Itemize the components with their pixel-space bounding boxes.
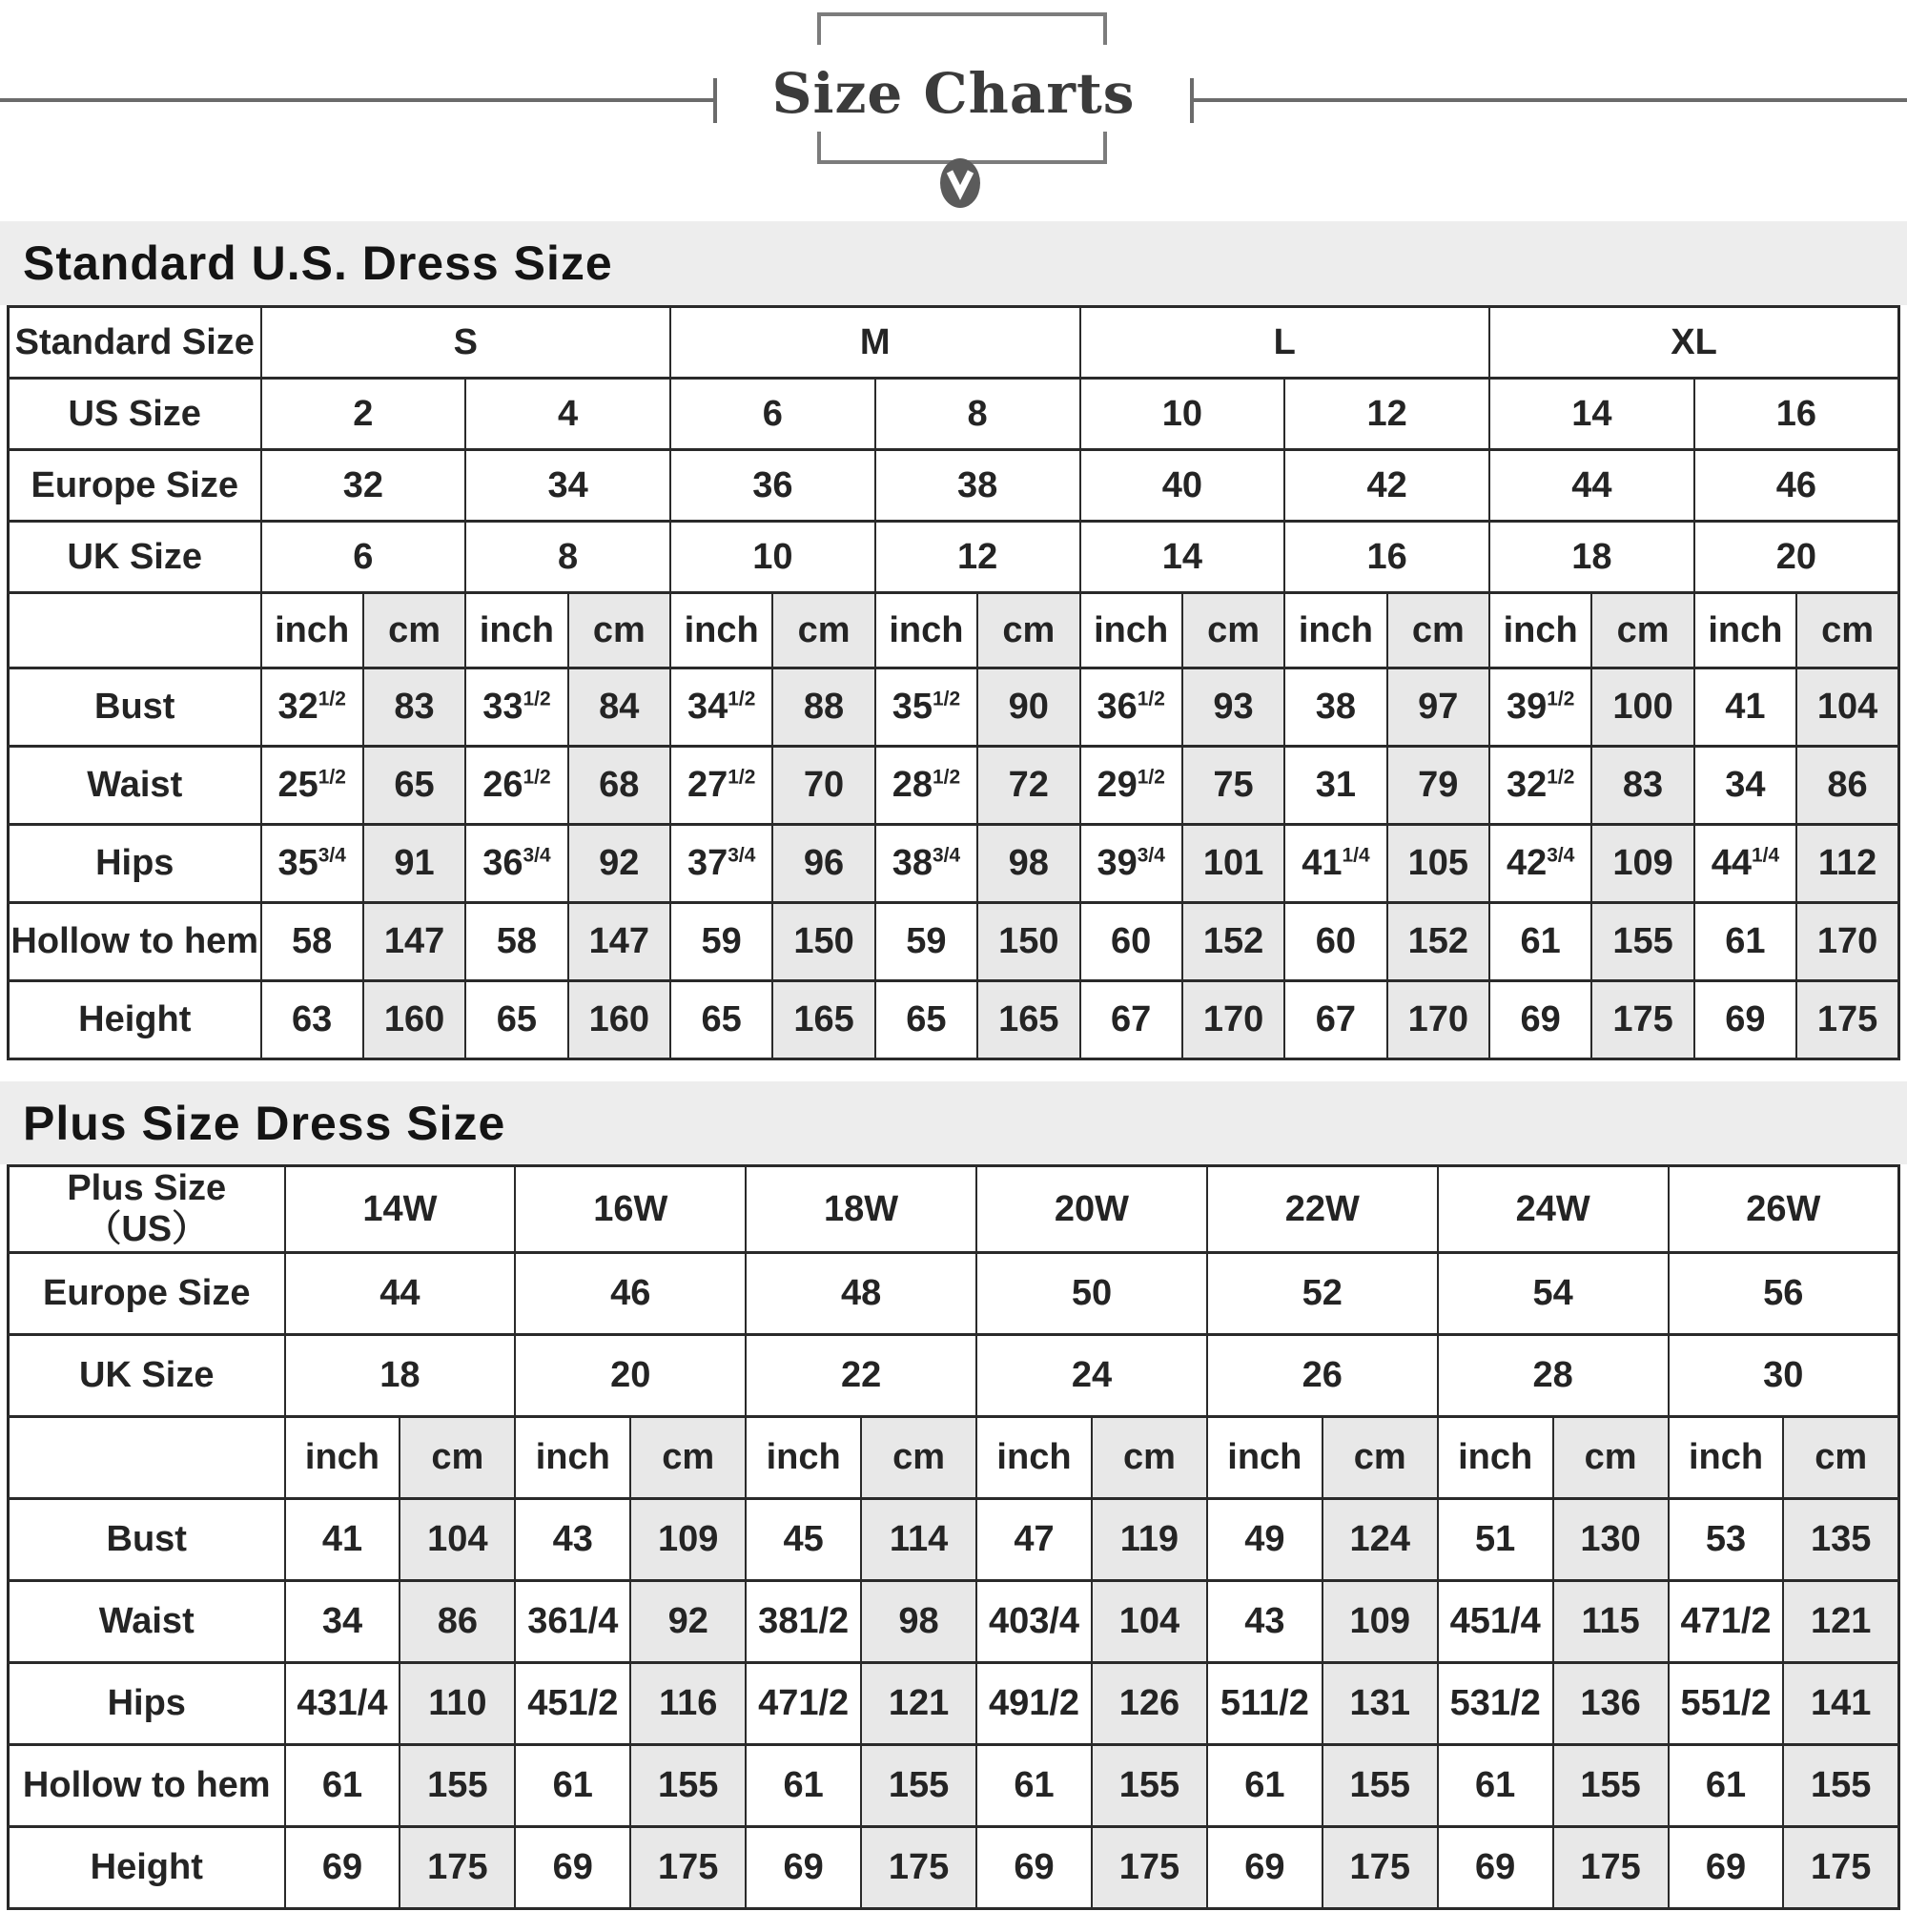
cm-value-cell: 160 (568, 981, 670, 1059)
inch-value-cell: 69 (515, 1827, 630, 1909)
cm-value-cell: 175 (1591, 981, 1693, 1059)
inch-unit-cell: inch (1489, 593, 1591, 668)
unit-header-row (9, 593, 1899, 668)
row-label: Height (9, 981, 261, 1059)
cm-value-cell: 155 (861, 1745, 976, 1827)
size-cell: 54 (1438, 1253, 1669, 1335)
inch-value-cell: 361/4 (515, 1581, 630, 1663)
inch-value-cell: $34^{1/2}$ (670, 668, 772, 747)
inch-unit-cell: inch (875, 593, 977, 668)
inch-unit-cell: inch (1694, 593, 1796, 668)
inch-unit-cell: inch (1207, 1417, 1323, 1499)
inch-value-cell: 551/2 (1669, 1663, 1784, 1745)
size-cell: 18W (746, 1166, 976, 1253)
cm-value-cell: 115 (1553, 1581, 1669, 1663)
size-cell: 40 (1080, 450, 1285, 522)
cm-value-cell: 96 (772, 825, 874, 903)
inch-value-cell: 47 (976, 1499, 1092, 1581)
size-cell: 46 (1694, 450, 1899, 522)
inch-value-cell: 67 (1080, 981, 1182, 1059)
header-top-bracket (817, 12, 1107, 45)
cm-value-cell: 126 (1092, 1663, 1207, 1745)
inch-unit-cell: inch (746, 1417, 861, 1499)
cm-value-cell: 104 (1796, 668, 1898, 747)
cm-value-cell: 112 (1796, 825, 1898, 903)
plus-size-table (7, 1164, 1900, 1910)
inch-unit-cell: inch (1284, 593, 1386, 668)
inch-value-cell: 69 (1438, 1827, 1553, 1909)
inch-value-cell: 511/2 (1207, 1663, 1323, 1745)
size-cell: 14 (1080, 522, 1285, 593)
measure-row (9, 1499, 1899, 1581)
inch-value-cell: 431/4 (285, 1663, 400, 1745)
cm-value-cell: 136 (1553, 1663, 1669, 1745)
cm-value-cell: 72 (977, 747, 1079, 825)
inch-value-cell: 67 (1284, 981, 1386, 1059)
cm-value-cell: 147 (363, 903, 465, 981)
cm-unit-cell: cm (772, 593, 874, 668)
standard-section-title: Standard U.S. Dress Size (23, 236, 613, 290)
inch-value-cell: $42^{3/4}$ (1489, 825, 1591, 903)
size-cell: 18 (285, 1335, 516, 1417)
inch-value-cell: $44^{1/4}$ (1694, 825, 1796, 903)
size-cell: 10 (1080, 379, 1285, 450)
cm-unit-cell: cm (400, 1417, 515, 1499)
cm-value-cell: 175 (861, 1827, 976, 1909)
cm-value-cell: 121 (861, 1663, 976, 1745)
inch-value-cell: 59 (875, 903, 977, 981)
standard-section-bar (0, 221, 1907, 305)
row-label: Hollow to hem (9, 1745, 285, 1827)
size-cell: 32 (261, 450, 466, 522)
size-cell: 6 (261, 522, 466, 593)
inch-value-cell: 43 (515, 1499, 630, 1581)
cm-value-cell: 155 (1591, 903, 1693, 981)
cm-value-cell: 170 (1387, 981, 1489, 1059)
row-label: Europe Size (9, 1253, 285, 1335)
row-label: Waist (9, 747, 261, 825)
inch-value-cell: 451/4 (1438, 1581, 1553, 1663)
inch-value-cell: 61 (1438, 1745, 1553, 1827)
inch-value-cell: 451/2 (515, 1663, 630, 1745)
inch-value-cell: 51 (1438, 1499, 1553, 1581)
cm-value-cell: 83 (363, 668, 465, 747)
cm-value-cell: 165 (977, 981, 1079, 1059)
row-label: Hollow to hem (9, 903, 261, 981)
inch-value-cell: $36^{1/2}$ (1080, 668, 1182, 747)
size-cell: 8 (875, 379, 1080, 450)
inch-value-cell: 34 (1694, 747, 1796, 825)
cm-value-cell: 92 (568, 825, 670, 903)
inch-unit-cell: inch (1669, 1417, 1784, 1499)
size-row (9, 1335, 1899, 1417)
row-label: UK Size (9, 1335, 285, 1417)
inch-value-cell: 471/2 (1669, 1581, 1784, 1663)
cm-unit-cell: cm (1796, 593, 1898, 668)
cm-value-cell: 79 (1387, 747, 1489, 825)
size-cell: 36 (670, 450, 875, 522)
blank-corner-cell (9, 1417, 285, 1499)
cm-unit-cell: cm (1092, 1417, 1207, 1499)
size-cell: 34 (465, 450, 670, 522)
inch-value-cell: 471/2 (746, 1663, 861, 1745)
cm-value-cell: 175 (400, 1827, 515, 1909)
cm-value-cell: 98 (977, 825, 1079, 903)
inch-unit-cell: inch (515, 1417, 630, 1499)
row-label: Waist (9, 1581, 285, 1663)
inch-value-cell: $26^{1/2}$ (465, 747, 567, 825)
size-cell: 16W (515, 1166, 746, 1253)
inch-value-cell: $39^{3/4}$ (1080, 825, 1182, 903)
inch-value-cell: 69 (1669, 1827, 1784, 1909)
size-cell: 24 (976, 1335, 1207, 1417)
inch-value-cell: 403/4 (976, 1581, 1092, 1663)
cm-value-cell: 160 (363, 981, 465, 1059)
row-label: Europe Size (9, 450, 261, 522)
inch-value-cell: 61 (976, 1745, 1092, 1827)
cm-unit-cell: cm (1387, 593, 1489, 668)
inch-value-cell: $37^{3/4}$ (670, 825, 772, 903)
inch-value-cell: 45 (746, 1499, 861, 1581)
cm-value-cell: 155 (1783, 1745, 1898, 1827)
inch-unit-cell: inch (670, 593, 772, 668)
inch-value-cell: 491/2 (976, 1663, 1092, 1745)
cm-unit-cell: cm (1591, 593, 1693, 668)
size-cell: 22W (1207, 1166, 1438, 1253)
cm-value-cell: 175 (1796, 981, 1898, 1059)
inch-value-cell: $41^{1/4}$ (1284, 825, 1386, 903)
cm-value-cell: 88 (772, 668, 874, 747)
chevron-down-icon (939, 157, 981, 209)
page-title: Size Charts (771, 61, 1136, 126)
size-cell: 38 (875, 450, 1080, 522)
inch-value-cell: 65 (670, 981, 772, 1059)
cm-value-cell: 90 (977, 668, 1079, 747)
cm-value-cell: 114 (861, 1499, 976, 1581)
cm-value-cell: 155 (630, 1745, 746, 1827)
inch-value-cell: $29^{1/2}$ (1080, 747, 1182, 825)
inch-value-cell: 61 (746, 1745, 861, 1827)
cm-unit-cell: cm (1323, 1417, 1438, 1499)
cm-value-cell: 93 (1182, 668, 1284, 747)
size-cell: 12 (1284, 379, 1489, 450)
inch-value-cell: 61 (1489, 903, 1591, 981)
cm-value-cell: 92 (630, 1581, 746, 1663)
cm-value-cell: 98 (861, 1581, 976, 1663)
inch-value-cell: 531/2 (1438, 1663, 1553, 1745)
size-cell: XL (1489, 307, 1899, 379)
size-cell: 14W (285, 1166, 516, 1253)
cm-value-cell: 119 (1092, 1499, 1207, 1581)
inch-value-cell: 34 (285, 1581, 400, 1663)
cm-value-cell: 135 (1783, 1499, 1898, 1581)
row-label: UK Size (9, 522, 261, 593)
size-cell: 22 (746, 1335, 976, 1417)
inch-value-cell: 43 (1207, 1581, 1323, 1663)
size-cell: 12 (875, 522, 1080, 593)
row-label: US Size (9, 379, 261, 450)
measure-row (9, 1663, 1899, 1745)
inch-value-cell: 31 (1284, 747, 1386, 825)
inch-value-cell: 69 (976, 1827, 1092, 1909)
standard-size-table (7, 305, 1900, 1060)
inch-value-cell: 69 (1489, 981, 1591, 1059)
page-header (0, 0, 1907, 221)
cm-value-cell: 165 (772, 981, 874, 1059)
size-cell: 4 (465, 379, 670, 450)
measure-row (9, 1827, 1899, 1909)
size-cell: S (261, 307, 671, 379)
measure-row (9, 1745, 1899, 1827)
size-cell: 52 (1207, 1253, 1438, 1335)
measure-row (9, 747, 1899, 825)
cm-value-cell: 147 (568, 903, 670, 981)
measure-row (9, 981, 1899, 1059)
cm-value-cell: 155 (1323, 1745, 1438, 1827)
inch-value-cell: $32^{1/2}$ (1489, 747, 1591, 825)
cm-unit-cell: cm (363, 593, 465, 668)
cm-value-cell: 101 (1182, 825, 1284, 903)
row-label: Bust (9, 1499, 285, 1581)
size-cell: 16 (1694, 379, 1899, 450)
cm-value-cell: 175 (630, 1827, 746, 1909)
inch-value-cell: 41 (1694, 668, 1796, 747)
inch-value-cell: 58 (465, 903, 567, 981)
size-cell: L (1080, 307, 1490, 379)
unit-header-row (9, 1417, 1899, 1499)
size-cell: 50 (976, 1253, 1207, 1335)
blank-corner-cell (9, 593, 261, 668)
inch-value-cell: 69 (285, 1827, 400, 1909)
size-row (9, 522, 1899, 593)
inch-value-cell: 63 (261, 981, 363, 1059)
cm-value-cell: 105 (1387, 825, 1489, 903)
inch-unit-cell: inch (976, 1417, 1092, 1499)
inch-value-cell: 61 (1207, 1745, 1323, 1827)
measure-row (9, 903, 1899, 981)
cm-value-cell: 100 (1591, 668, 1693, 747)
cm-unit-cell: cm (861, 1417, 976, 1499)
size-cell: 56 (1669, 1253, 1899, 1335)
row-label: Hips (9, 1663, 285, 1745)
size-row (9, 307, 1899, 379)
inch-value-cell: 65 (875, 981, 977, 1059)
inch-value-cell: 59 (670, 903, 772, 981)
cm-value-cell: 175 (1553, 1827, 1669, 1909)
cm-unit-cell: cm (1783, 1417, 1898, 1499)
inch-value-cell: 41 (285, 1499, 400, 1581)
cm-value-cell: 150 (772, 903, 874, 981)
inch-value-cell: 65 (465, 981, 567, 1059)
cm-value-cell: 70 (772, 747, 874, 825)
cm-value-cell: 109 (1591, 825, 1693, 903)
cm-value-cell: 75 (1182, 747, 1284, 825)
cm-value-cell: 84 (568, 668, 670, 747)
cm-value-cell: 152 (1182, 903, 1284, 981)
inch-value-cell: $35^{3/4}$ (261, 825, 363, 903)
cm-value-cell: 152 (1387, 903, 1489, 981)
cm-unit-cell: cm (1182, 593, 1284, 668)
inch-value-cell: 61 (285, 1745, 400, 1827)
cm-value-cell: 124 (1323, 1499, 1438, 1581)
size-cell: 48 (746, 1253, 976, 1335)
size-cell: 28 (1438, 1335, 1669, 1417)
cm-value-cell: 65 (363, 747, 465, 825)
size-row (9, 450, 1899, 522)
inch-value-cell: $25^{1/2}$ (261, 747, 363, 825)
size-cell: 6 (670, 379, 875, 450)
size-row (9, 1253, 1899, 1335)
size-cell: 30 (1669, 1335, 1899, 1417)
size-cell: 14 (1489, 379, 1694, 450)
size-cell: 42 (1284, 450, 1489, 522)
size-cell: 44 (285, 1253, 516, 1335)
size-cell: 26W (1669, 1166, 1899, 1253)
inch-value-cell: $38^{3/4}$ (875, 825, 977, 903)
inch-value-cell: 69 (1694, 981, 1796, 1059)
row-label: Plus Size （US） (9, 1166, 285, 1253)
measure-row (9, 825, 1899, 903)
cm-unit-cell: cm (977, 593, 1079, 668)
cm-value-cell: 170 (1796, 903, 1898, 981)
row-label: Standard Size (9, 307, 261, 379)
inch-unit-cell: inch (261, 593, 363, 668)
plus-section-bar (0, 1081, 1907, 1164)
size-cell: 2 (261, 379, 466, 450)
size-row (9, 379, 1899, 450)
size-cell: 26 (1207, 1335, 1438, 1417)
cm-value-cell: 109 (630, 1499, 746, 1581)
cm-value-cell: 97 (1387, 668, 1489, 747)
cm-value-cell: 170 (1182, 981, 1284, 1059)
size-cell: 16 (1284, 522, 1489, 593)
inch-value-cell: 69 (746, 1827, 861, 1909)
inch-value-cell: 61 (1694, 903, 1796, 981)
cm-value-cell: 175 (1323, 1827, 1438, 1909)
cm-value-cell: 83 (1591, 747, 1693, 825)
row-label: Height (9, 1827, 285, 1909)
inch-unit-cell: inch (285, 1417, 400, 1499)
measure-row (9, 668, 1899, 747)
cm-unit-cell: cm (568, 593, 670, 668)
cm-value-cell: 109 (1323, 1581, 1438, 1663)
inch-value-cell: 38 (1284, 668, 1386, 747)
cm-value-cell: 104 (400, 1499, 515, 1581)
inch-value-cell: 61 (515, 1745, 630, 1827)
cm-value-cell: 155 (1553, 1745, 1669, 1827)
inch-value-cell: 381/2 (746, 1581, 861, 1663)
size-cell: 46 (515, 1253, 746, 1335)
size-cell: 44 (1489, 450, 1694, 522)
size-row (9, 1166, 1899, 1253)
size-cell: 24W (1438, 1166, 1669, 1253)
cm-value-cell: 141 (1783, 1663, 1898, 1745)
cm-value-cell: 110 (400, 1663, 515, 1745)
inch-value-cell: $36^{3/4}$ (465, 825, 567, 903)
cm-value-cell: 86 (1796, 747, 1898, 825)
cm-value-cell: 131 (1323, 1663, 1438, 1745)
row-label: Bust (9, 668, 261, 747)
cm-value-cell: 155 (1092, 1745, 1207, 1827)
cm-value-cell: 104 (1092, 1581, 1207, 1663)
cm-value-cell: 116 (630, 1663, 746, 1745)
cm-value-cell: 175 (1783, 1827, 1898, 1909)
size-cell: 18 (1489, 522, 1694, 593)
cm-value-cell: 86 (400, 1581, 515, 1663)
inch-unit-cell: inch (1080, 593, 1182, 668)
size-cell: 8 (465, 522, 670, 593)
inch-value-cell: $33^{1/2}$ (465, 668, 567, 747)
cm-unit-cell: cm (1553, 1417, 1669, 1499)
inch-value-cell: $32^{1/2}$ (261, 668, 363, 747)
inch-value-cell: $39^{1/2}$ (1489, 668, 1591, 747)
cm-value-cell: 121 (1783, 1581, 1898, 1663)
inch-value-cell: 69 (1207, 1827, 1323, 1909)
size-cell: 20W (976, 1166, 1207, 1253)
size-cell: 20 (1694, 522, 1899, 593)
inch-value-cell: 49 (1207, 1499, 1323, 1581)
inch-value-cell: 60 (1284, 903, 1386, 981)
inch-unit-cell: inch (465, 593, 567, 668)
cm-value-cell: 150 (977, 903, 1079, 981)
inch-value-cell: 60 (1080, 903, 1182, 981)
plus-section-title: Plus Size Dress Size (23, 1096, 506, 1150)
inch-value-cell: 53 (1669, 1499, 1784, 1581)
cm-value-cell: 155 (400, 1745, 515, 1827)
inch-value-cell: $35^{1/2}$ (875, 668, 977, 747)
size-cell: 20 (515, 1335, 746, 1417)
row-label: Hips (9, 825, 261, 903)
cm-value-cell: 68 (568, 747, 670, 825)
inch-value-cell: 58 (261, 903, 363, 981)
size-cell: M (670, 307, 1080, 379)
inch-value-cell: $27^{1/2}$ (670, 747, 772, 825)
inch-value-cell: 61 (1669, 1745, 1784, 1827)
cm-value-cell: 175 (1092, 1827, 1207, 1909)
measure-row (9, 1581, 1899, 1663)
cm-unit-cell: cm (630, 1417, 746, 1499)
size-cell: 10 (670, 522, 875, 593)
cm-value-cell: 91 (363, 825, 465, 903)
cm-value-cell: 130 (1553, 1499, 1669, 1581)
inch-unit-cell: inch (1438, 1417, 1553, 1499)
inch-value-cell: $28^{1/2}$ (875, 747, 977, 825)
